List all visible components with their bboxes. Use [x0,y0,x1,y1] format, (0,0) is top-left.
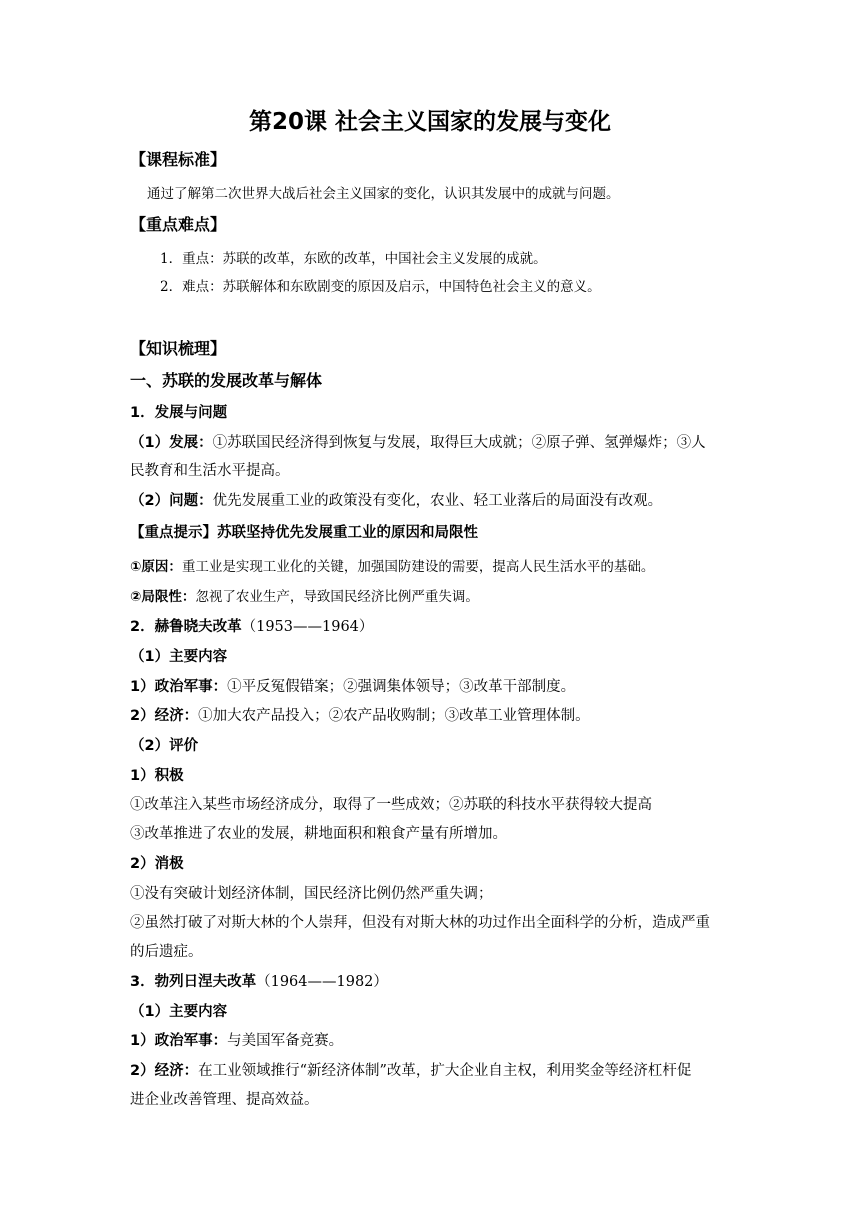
evaluation-heading: （2）评价 [130,738,199,754]
economy-text-cont: 进企业改善管理、提高效益。 [130,1092,319,1108]
subsection-heading: 1．发展与问题 [130,405,228,421]
positive-heading: 1）积极 [130,768,184,784]
limitation-label: ②局限性： [130,589,196,605]
key-points-heading: 【重点难点】 [130,215,227,234]
economy-label: 2）经济： [130,708,199,724]
economy-text: ①加大农产品投入；②农产品收购制；③改革工业管理体制。 [198,708,590,724]
politics-text: 与美国军备竞赛。 [227,1033,344,1049]
main-content-heading: （1）主要内容 [130,649,228,665]
limitation-line [130,587,479,607]
economy-line [130,1061,691,1081]
politics-line [130,1031,343,1051]
economy-label: 2）经济： [130,1063,199,1079]
development-line [130,433,706,453]
course-standard-text: 通过了解第二次世界大战后社会主义国家的变化，认识其发展中的成就与问题。 [147,186,620,202]
reason-line [130,557,654,577]
problem-line [130,491,662,511]
economy-text: 在工业领域推行“新经济体制”改革，扩大企业自主权，利用奖金等经济杠杆促 [198,1063,692,1079]
khrushchev-label: 2．赫鲁晓夫改革 [130,619,242,635]
key-point-item: 2．难点：苏联解体和东欧剧变的原因及启示，中国特色社会主义的意义。 [160,279,601,295]
reason-text: 重工业是实现工业化的关键，加强国防建设的需要，提高人民生活水平的基础。 [181,559,655,575]
positive-text: ③改革推进了农业的发展，耕地面积和粮食产量有所增加。 [130,826,507,842]
tip-heading: 【重点提示】苏联坚持优先发展重工业的原因和局限性 [130,525,478,541]
key-point-item: 1．重点：苏联的改革，东欧的改革，中国社会主义发展的成就。 [160,251,547,267]
development-text: ①苏联国民经济得到恢复与发展，取得巨大成就；②原子弹、氢弹爆炸；③人 [212,435,706,451]
economy-line [130,706,590,726]
politics-line [130,677,575,697]
problem-label: （2）问题： [130,493,213,509]
positive-text: ①改革注入某些市场经济成分，取得了一些成效；②苏联的科技水平获得较大提高 [130,797,652,813]
politics-label: 1）政治军事： [130,1033,228,1049]
brezhnev-heading [130,972,388,992]
development-text-cont: 民教育和生活水平提高。 [130,463,290,479]
politics-label: 1）政治军事： [130,679,228,695]
khrushchev-years: （1953——1964） [241,619,374,635]
course-standard-heading: 【课程标准】 [130,150,227,169]
limitation-text: 忽视了农业生产，导致国民经济比例严重失调。 [195,589,479,605]
negative-heading: 2）消极 [130,856,184,872]
khrushchev-heading [130,617,373,637]
main-content-heading: （1）主要内容 [130,1004,228,1020]
brezhnev-years: （1964——1982） [256,974,388,990]
page-title: 第20课 社会主义国家的发展与变化 [248,109,611,135]
problem-text: 优先发展重工业的政策没有变化，农业、轻工业落后的局面没有改观。 [212,493,663,509]
development-label: （1）发展： [130,435,213,451]
negative-text: ②虽然打破了对斯大林的个人崇拜，但没有对斯大林的功过作出全面科学的分析，造成严重 [130,915,710,931]
section-heading: 一、苏联的发展改革与解体 [130,371,323,390]
brezhnev-label: 3．勃列日涅夫改革 [130,974,257,990]
negative-text: ①没有突破计划经济体制，国民经济比例仍然严重失调； [130,886,493,902]
politics-text: ①平反冤假错案；②强调集体领导；③改革干部制度。 [227,679,576,695]
negative-text: 的后遗症。 [130,944,203,960]
reason-label: ①原因： [130,559,182,575]
knowledge-heading: 【知识梳理】 [130,339,227,358]
